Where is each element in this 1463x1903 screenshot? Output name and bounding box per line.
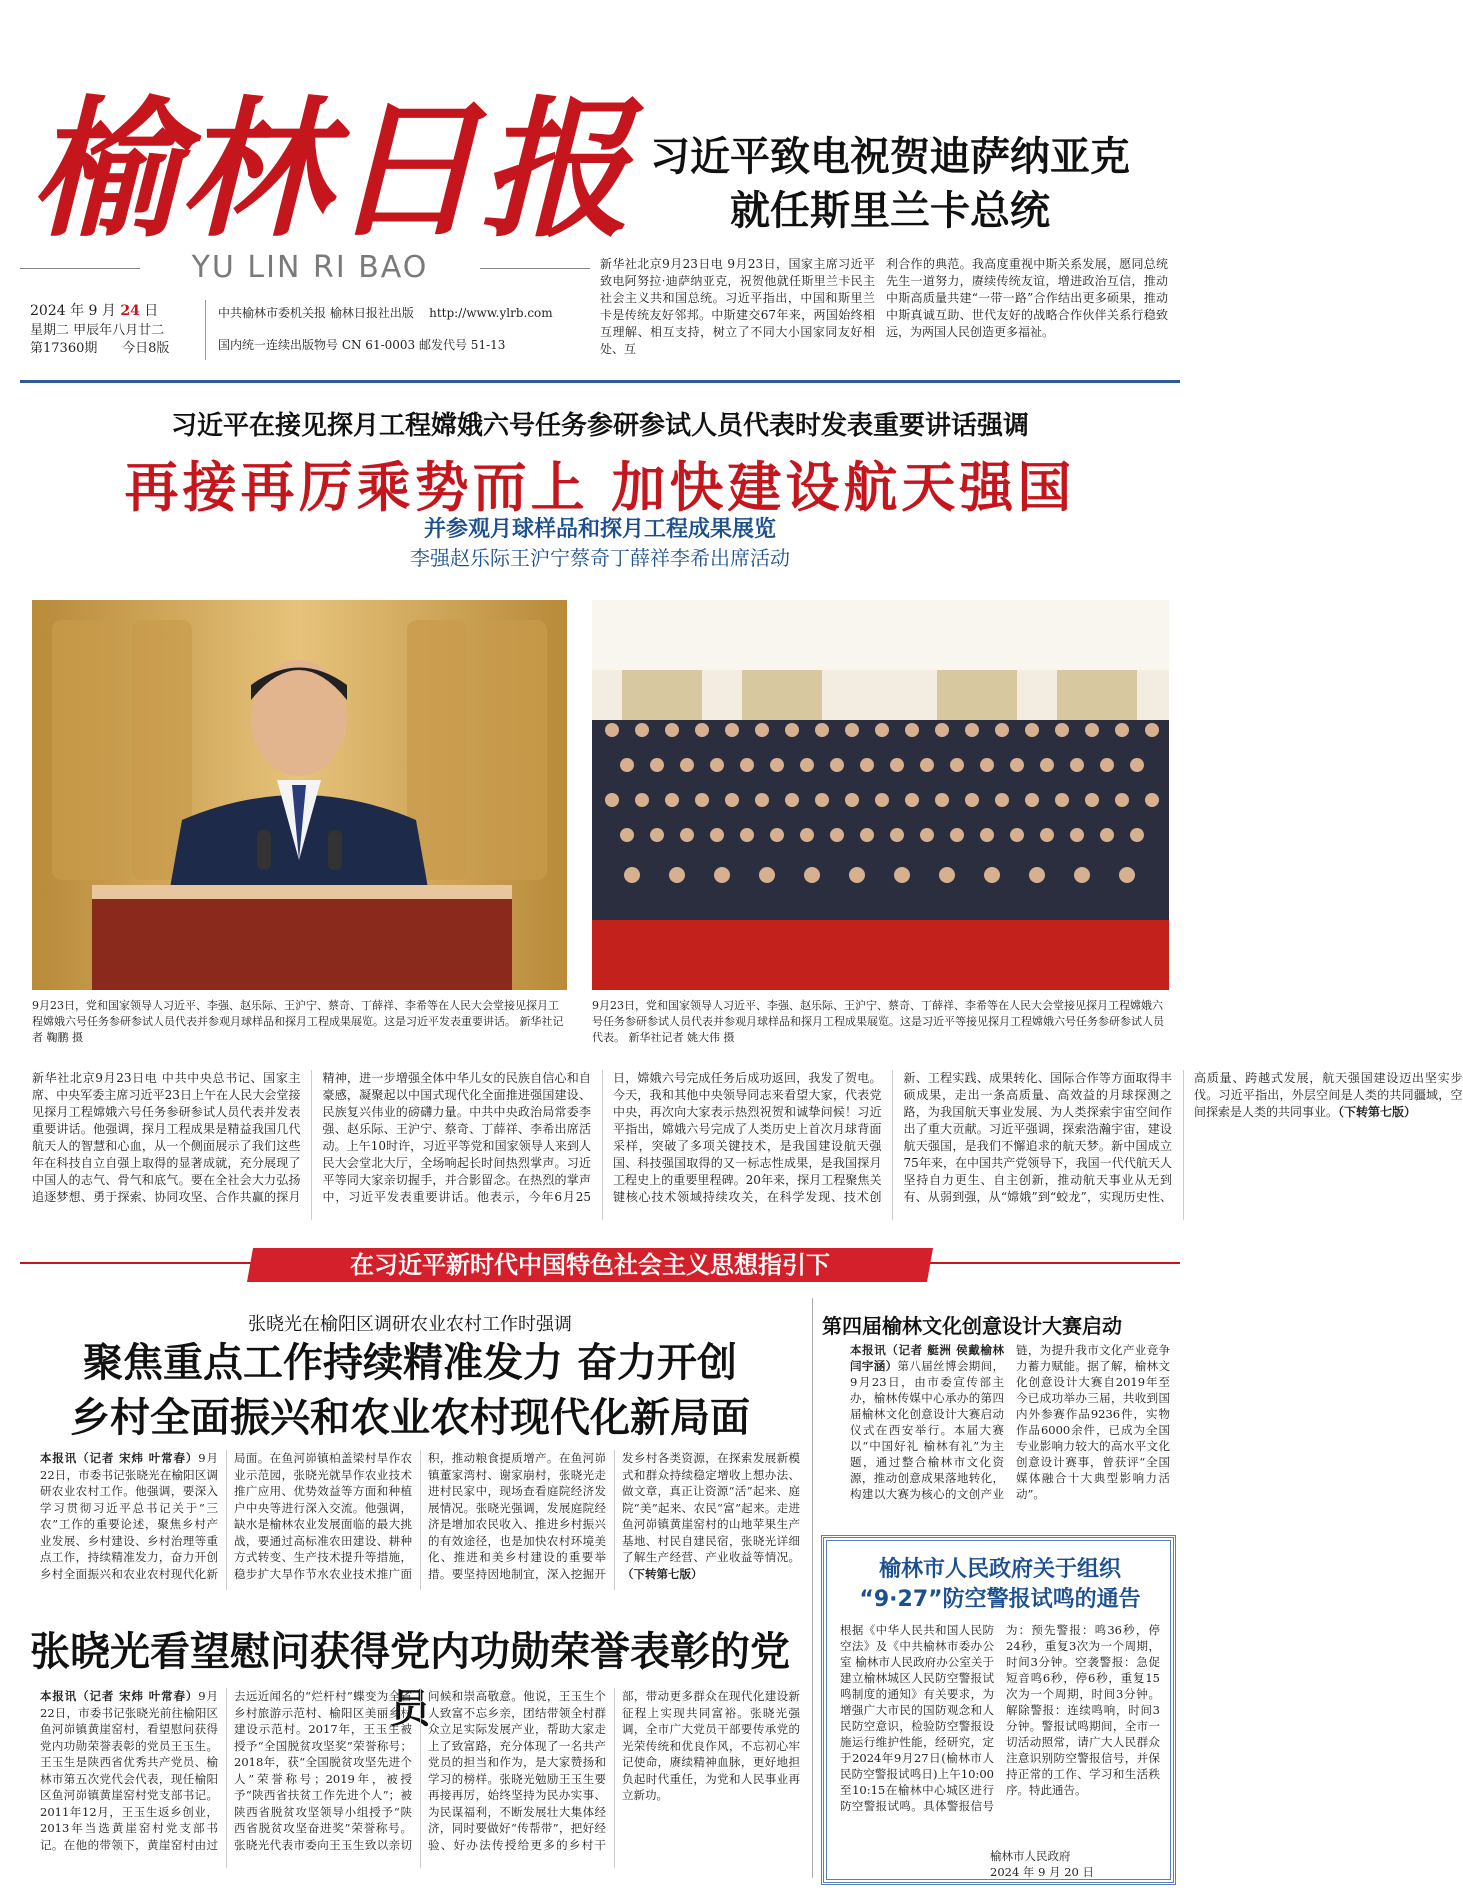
top-story-col2: 利合作的典范。我高度重视中斯关系发展，愿同总统先生一道努力，赓续传统友谊，增进政治互信，推动中斯高质量共建“一带一路”合作结出更多硕果，推动中斯真诚互助、世代友好的战略合作伙伴关系行稳致远，为两国人民创造更多福祉。 bbox=[886, 257, 1168, 339]
page-count: 今日8版 bbox=[122, 341, 170, 356]
top-headline-line2: 就任斯里兰卡总统 bbox=[730, 188, 1050, 234]
website-link[interactable]: http://www.ylrb.com bbox=[429, 306, 553, 320]
notice-signature-org: 榆林市人民政府 bbox=[990, 1849, 1071, 1863]
lead-body-text: 新华社北京9月23日电 中共中央总书记、国家主席、中央军委主席习近平23日上午在人民大会堂接见探月工程嫦娥六号任务参研参试人员代表并发表重要讲话。他强调，探月工程成果是精益我国几代航天人的智慧和心血，从一个侧面展示了我们这些年在科技自立自强上取得的显著成就，充分展现了中国人的志气、骨气和底气。要在全社会大力弘扬追逐梦想、勇于探索、协同攻坚、合作共赢的探月精神，进一步增强全体中华儿女的民族自信心和自豪感，凝聚起以中国式现代化全面推进强国建设、民族复兴伟业的磅礴力量。中共中央政治局常委李强、赵乐际、王沪宁、蔡奇、丁薛祥、李希出席活动。上午10时许，习近平等党和国家领导人来到人民大会堂北大厅，全场响起长时间热烈掌声。习近平等同大家亲切握手，并合影留念。在热烈的掌声中，习近平发表重要讲话。他表示，今年6月25日，嫦娥六号完成任务后成功返回，我发了贺电。今天，我和其他中央领导同志来看望大家，代表党中央，再次向大家表示热烈祝贺和诚挚问候！习近平指出，嫦娥六号完成了人类历史上首次月球背面采样，突破了多项关键技术，是我国建设航天强国、科技强国取得的又一标志性成果，是我国探月工程史上的重要里程碑。20年来，探月工程聚焦关键核心技术领域持续攻关，在科学发现、技术创新、工程实践、成果转化、国际合作等方面取得丰硕成果，走出一条高质量、高效益的月球探测之路，为我国航天事业发展、为人类探索宇宙空间作出了重大贡献。习近平强调，探索浩瀚宇宙，建设航天强国，是我们不懈追求的航天梦。新中国成立75年来，在中国共产党领导下，我国一代代航天人坚持自力更生、自主创新，推动航天事业从无到有、从弱到强，从“嫦娥”到“蛟龙”，实现历史性、高质量、跨越式发展，航天强国建设迈出坚实步伐。习近平指出，外层空间是人类的共同疆域，空间探索是人类的共同事业。 bbox=[32, 1071, 1463, 1204]
date-line bbox=[30, 302, 158, 320]
story2-body-text: 9月22日，市委书记张晓光在榆阳区调研农业农村工作。他强调，要深入学习贯彻习近平总书记关于“三农”工作的重要论述，聚焦乡村产业发展、乡村建设、乡村治理等重点工作，持续精准发力，奋力开创乡村全面振兴和农业农村现代化新局面。在鱼河峁镇柏盖梁村旱作农业示范园，张晓光就旱作农业技术推广应用、优势效益等方面和种植户中央等进行深入交流。他强调，缺水是榆林农业发展面临的最大挑战，要通过高标准农田建设、耕种方式转变、生产技术提升等措施，稳步扩大旱作节水农业技术推广面积，推动粮食提质增产。在鱼河峁镇董家湾村、谢家崩村，张晓光走进村民家中，现场查看庭院经济发展情况。张晓光强调，发展庭院经济是增加农民收入、推进乡村振兴的有效途径，也是加快农村环境美化、推进和美乡村建设的重要举措。要坚持因地制宜，深入挖掘开发乡村各类资源，在探索发展新模式和群众持续稳定增收上想办法、做文章，真正让资源“活”起来、庭院“美”起来、农民“富”起来。走进鱼河峁镇黄崖窑村的山地苹果生产基地、村民自建民宿，张晓光详细了解生产经营、产业收益等情况。 bbox=[40, 1451, 800, 1581]
story3-body bbox=[40, 1688, 800, 1868]
lead-kicker: 习近平在接见探月工程嫦娥六号任务参研参试人员代表时发表重要讲话强调 bbox=[170, 411, 1029, 441]
top-headline-line1: 习近平致电祝贺迪萨纳亚克 bbox=[650, 134, 1130, 180]
masthead-calligraphy: 榆林日报 bbox=[30, 82, 631, 258]
group-photo[interactable] bbox=[592, 600, 1169, 990]
masthead-pinyin: YU LIN RI BAO bbox=[191, 250, 429, 285]
notice-body: 根据《中华人民共和国人民防空法》及《中共榆林市委办公室 榆林市人民政府办公室关于建立榆林城区人民防空警报试鸣制度的通知》有关要求，为增强广大市民的国防观念和人民防空意识，检验防空警报设施运行维护性能，经研究，定于2024年9月27日(榆林市人民防空警报试鸣日)上午10:00至10:15在榆林中心城区进行防空警报试鸣。具体警报信号为：预先警报：鸣36秒，停24秒，重复3次为一个周期，时间3分钟。空袭警报：急促短音鸣6秒，停6秒，重复15次为一个周期，时间3分钟。解除警报：连续鸣响，时间3分钟。警报试鸣期间，全市一切活动照常，请广大人民群众注意识别防空警报信号，并保持正常的工作、学习和生活秩序。特此通告。 bbox=[840, 1623, 1160, 1813]
date-suffix: 日 bbox=[144, 303, 159, 319]
issue-info bbox=[30, 340, 169, 358]
photo-caption-left: 9月23日，党和国家领导人习近平、李强、赵乐际、王沪宁、蔡奇、丁薛祥、李希等在人民大会堂接见探月工程嫦娥六号任务参研参试人员代表并参观月球样品和探月工程成果展览。这是习近平发表重要讲话。 新华社记者 鞠鹏 摄 bbox=[32, 999, 564, 1044]
section-banner bbox=[247, 1248, 933, 1282]
story3-body-text: 9月22日，市委书记张晓光前往榆阳区鱼河峁镇黄崖窑村，看望慰问获得党内功勋荣誉表彰的党员王玉生。王玉生是陕西省优秀共产党员、榆林市第五次党代会代表，现任榆阳区鱼河峁镇黄崖窑村党支部书记。2011年12月，王玉生返乡创业，2013年当选黄崖窑村党支部书记。在他的带领下，黄崖窑村由过去远近闻名的“烂杆村”蝶变为全省乡村旅游示范村、榆阳区美丽乡村建设示范村。2017年，王玉生被授予“全国脱贫攻坚奖”荣誉称号；2018年，获“全国脱贫攻坚先进个人”荣誉称号；2019年，被授予“陕西省扶贫工作先进个人”；被陕西省脱贫攻坚领导小组授予“陕西省脱贫攻坚奋进奖”荣誉称号。张晓光代表市委向王玉生致以亲切问候和崇高敬意。他说，王玉生个人致富不忘乡亲，团结带领全村群众立足实际发展产业，帮助大家走上了致富路，充分体现了一名共产党员的担当和作为，是大家赞扬和学习的榜样。张晓光勉励王玉生要再接再厉，始终坚持为民办实事、为民谋福利，不断发展壮大集体经济，同时要做好“传帮带”，把好经验、好办法传授给更多的乡村干部，带动更多群众在现代化建设新征程上实现共同富裕。张晓光强调，全市广大党员干部要传承党的光荣传统和优良作风，不忘初心牢记使命，赓续精神血脉，更好地担负起时代重任，为党和人民事业再立新功。 bbox=[40, 1689, 800, 1852]
story4-byline: 本报讯（记者 艇洲 侯戴榆林 闫宇涵） bbox=[850, 1343, 1004, 1373]
story3-headline[interactable]: 张晓光看望慰问获得党内功勋荣誉表彰的党员 bbox=[30, 1628, 790, 1732]
lead-continued[interactable]: （下转第七版） bbox=[1338, 1105, 1417, 1119]
top-story-col1: 新华社北京9月23日电 9月23日，国家主席习近平致电阿努拉·迪萨纳亚克，祝贺他就任斯里兰卡民主社会主义共和国总统。习近平指出，中国和斯里兰卡是传统友好邻邦。中斯建交67年来，两国始终相互理解、相互支持，树立了不同大小国家同友好相处、互 bbox=[600, 257, 875, 356]
lead-headline[interactable]: 再接再厉乘势而上 加快建设航天强国 bbox=[124, 456, 1076, 519]
lead-subheadline-2: 李强赵乐际王沪宁蔡奇丁薛祥李希出席活动 bbox=[410, 546, 790, 570]
story2-body bbox=[40, 1450, 800, 1590]
story2-headline[interactable] bbox=[20, 1335, 800, 1445]
story2-continued[interactable]: （下转第七版） bbox=[622, 1566, 703, 1581]
story4-body bbox=[850, 1342, 1170, 1527]
notice-title-line1: 榆林市人民政府关于组织 bbox=[878, 1557, 1121, 1582]
speech-photo[interactable] bbox=[32, 600, 567, 990]
lunar-date: 星期二 甲辰年八月廿二 bbox=[30, 323, 165, 338]
story4-body-text: 第八届丝博会期间，9月23日，由市委宣传部主办，榆林传媒中心承办的第四届榆林文化创意设计大赛启动仪式在西安举行。本届大赛以“中国好礼 榆林有礼”为主题，通过整合榆林市文化资源，推动创意成果落地转化，构建以大赛为核心的文创产业链，为提升我市文化产业竞争力蓄力赋能。据了解，榆林文化创意设计大赛自2019年至今已成功举办三届，共收到国内外参赛作品9236件，实物作品6000余件，已成为全国专业影响力较大的高水平文化创意设计赛事，曾获评“全国媒体融合十大典型影响力活动”。 bbox=[850, 1343, 1170, 1501]
publisher-line bbox=[218, 304, 553, 322]
notice-title[interactable] bbox=[840, 1555, 1160, 1615]
serial-number: 国内统一连续出版物号 CN 61-0003 邮发代号 51-13 bbox=[218, 338, 506, 352]
top-headline[interactable] bbox=[600, 130, 1180, 238]
banner-text: 在习近平新时代中国特色社会主义思想指引下 bbox=[350, 1251, 830, 1279]
story4-headline[interactable]: 第四届榆林文化创意设计大赛启动 bbox=[822, 1314, 1122, 1338]
story3-byline: 本报讯（记者 宋炜 叶常春） bbox=[40, 1689, 199, 1703]
publisher: 中共榆林市委机关报 榆林日报社出版 bbox=[218, 306, 414, 320]
date-prefix: 2024 年 9 月 bbox=[30, 303, 116, 319]
column-divider bbox=[812, 1298, 813, 1878]
issue-number: 第17360期 bbox=[30, 341, 98, 356]
lead-subheadline-1: 并参观月球样品和探月工程成果展览 bbox=[423, 517, 776, 542]
lead-story-body bbox=[32, 1070, 1463, 1220]
story2-headline-line2: 乡村全面振兴和农业农村现代化新局面 bbox=[70, 1394, 750, 1441]
story2-kicker: 张晓光在榆阳区调研农业农村工作时强调 bbox=[248, 1314, 572, 1335]
date-day: 24 bbox=[120, 303, 140, 319]
story2-byline: 本报讯（记者 宋炜 叶常春） bbox=[40, 1451, 199, 1465]
notice-title-line2: “9·27”防空警报试鸣的通告 bbox=[859, 1587, 1141, 1612]
story2-headline-line1: 聚焦重点工作持续精准发力 奋力开创 bbox=[83, 1339, 737, 1386]
masthead-rule bbox=[20, 380, 1180, 383]
masthead-separator bbox=[205, 300, 206, 360]
notice-signature-date: 2024 年 9 月 20 日 bbox=[990, 1865, 1094, 1879]
photo-caption-right: 9月23日，党和国家领导人习近平、李强、赵乐际、王沪宁、蔡奇、丁薛祥、李希等在人民大会堂接见探月工程嫦娥六号任务参研参试人员代表并参观月球样品和探月工程成果展览。这是习近平等接见探月工程嫦娥六号任务参研参试人员代表。 新华社记者 姚大伟 摄 bbox=[592, 999, 1164, 1044]
masthead-logo bbox=[30, 72, 631, 262]
